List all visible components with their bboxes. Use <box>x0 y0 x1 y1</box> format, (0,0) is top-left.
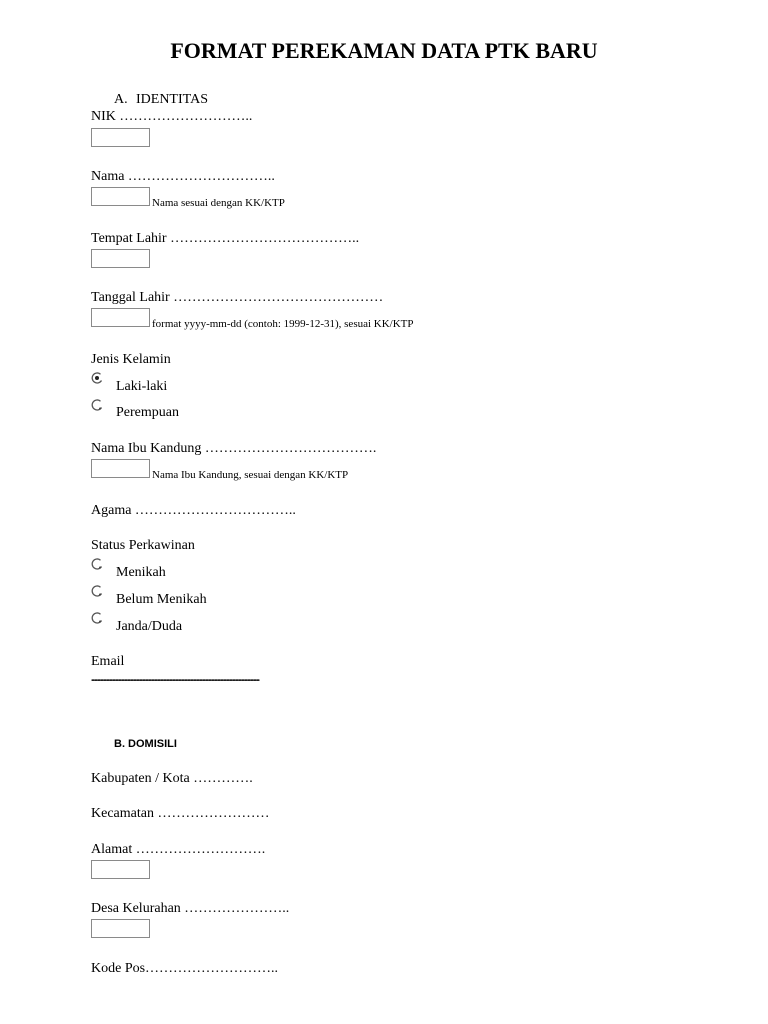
radio-label-belum-menikah: Belum Menikah <box>116 592 207 607</box>
email-label: Email <box>91 654 125 669</box>
radio-menikah[interactable] <box>90 557 104 571</box>
nama-note: Nama sesuai dengan KK/KTP <box>152 197 285 209</box>
radio-laki-laki[interactable] <box>90 371 104 385</box>
nik-label: NIK ……………………….. <box>91 109 253 124</box>
page-title: FORMAT PEREKAMAN DATA PTK BARU <box>170 38 598 63</box>
tanggal-lahir-input[interactable] <box>91 308 150 327</box>
radio-label-menikah: Menikah <box>116 565 166 580</box>
nama-label: Nama ………………………….. <box>91 169 275 184</box>
desa-kelurahan-label: Desa Kelurahan ………………….. <box>91 901 290 916</box>
tanggal-lahir-label: Tanggal Lahir ……………………………………… <box>91 290 384 305</box>
nik-input[interactable] <box>91 128 150 147</box>
radio-perempuan[interactable] <box>90 398 104 412</box>
status-perkawinan-label: Status Perkawinan <box>91 538 195 553</box>
email-dotted-line: ................................................................................................................ <box>91 673 259 684</box>
nama-ibu-label: Nama Ibu Kandung ………………………………. <box>91 441 377 456</box>
tanggal-lahir-note: format yyyy-mm-dd (contoh: 1999-12-31), sesuai KK/KTP <box>152 318 414 330</box>
nama-ibu-input[interactable] <box>91 459 150 478</box>
desa-kelurahan-input[interactable] <box>91 919 150 938</box>
nama-ibu-note: Nama Ibu Kandung, sesuai dengan KK/KTP <box>152 469 349 481</box>
alamat-input[interactable] <box>91 860 150 879</box>
section-a-number: A. <box>114 92 128 107</box>
kode-pos-label: Kode Pos……………………….. <box>91 961 279 976</box>
kabupaten-label: Kabupaten / Kota …………. <box>91 771 253 786</box>
radio-label-perempuan: Perempuan <box>116 405 179 420</box>
radio-belum-menikah[interactable] <box>90 584 104 598</box>
tempat-lahir-input[interactable] <box>91 249 150 268</box>
radio-label-laki-laki: Laki-laki <box>116 379 168 394</box>
section-b-heading: B. DOMISILI <box>114 738 177 750</box>
jenis-kelamin-label: Jenis Kelamin <box>91 352 171 367</box>
agama-label: Agama …………………………….. <box>91 503 296 518</box>
alamat-label: Alamat ………………………. <box>91 842 266 857</box>
nama-input[interactable] <box>91 187 150 206</box>
radio-label-janda-duda: Janda/Duda <box>116 619 183 634</box>
radio-janda-duda[interactable] <box>90 611 104 625</box>
kecamatan-label: Kecamatan …………………… <box>91 806 270 821</box>
tempat-lahir-label: Tempat Lahir ………………………………….. <box>91 231 360 246</box>
section-a-heading: IDENTITAS <box>136 92 208 107</box>
